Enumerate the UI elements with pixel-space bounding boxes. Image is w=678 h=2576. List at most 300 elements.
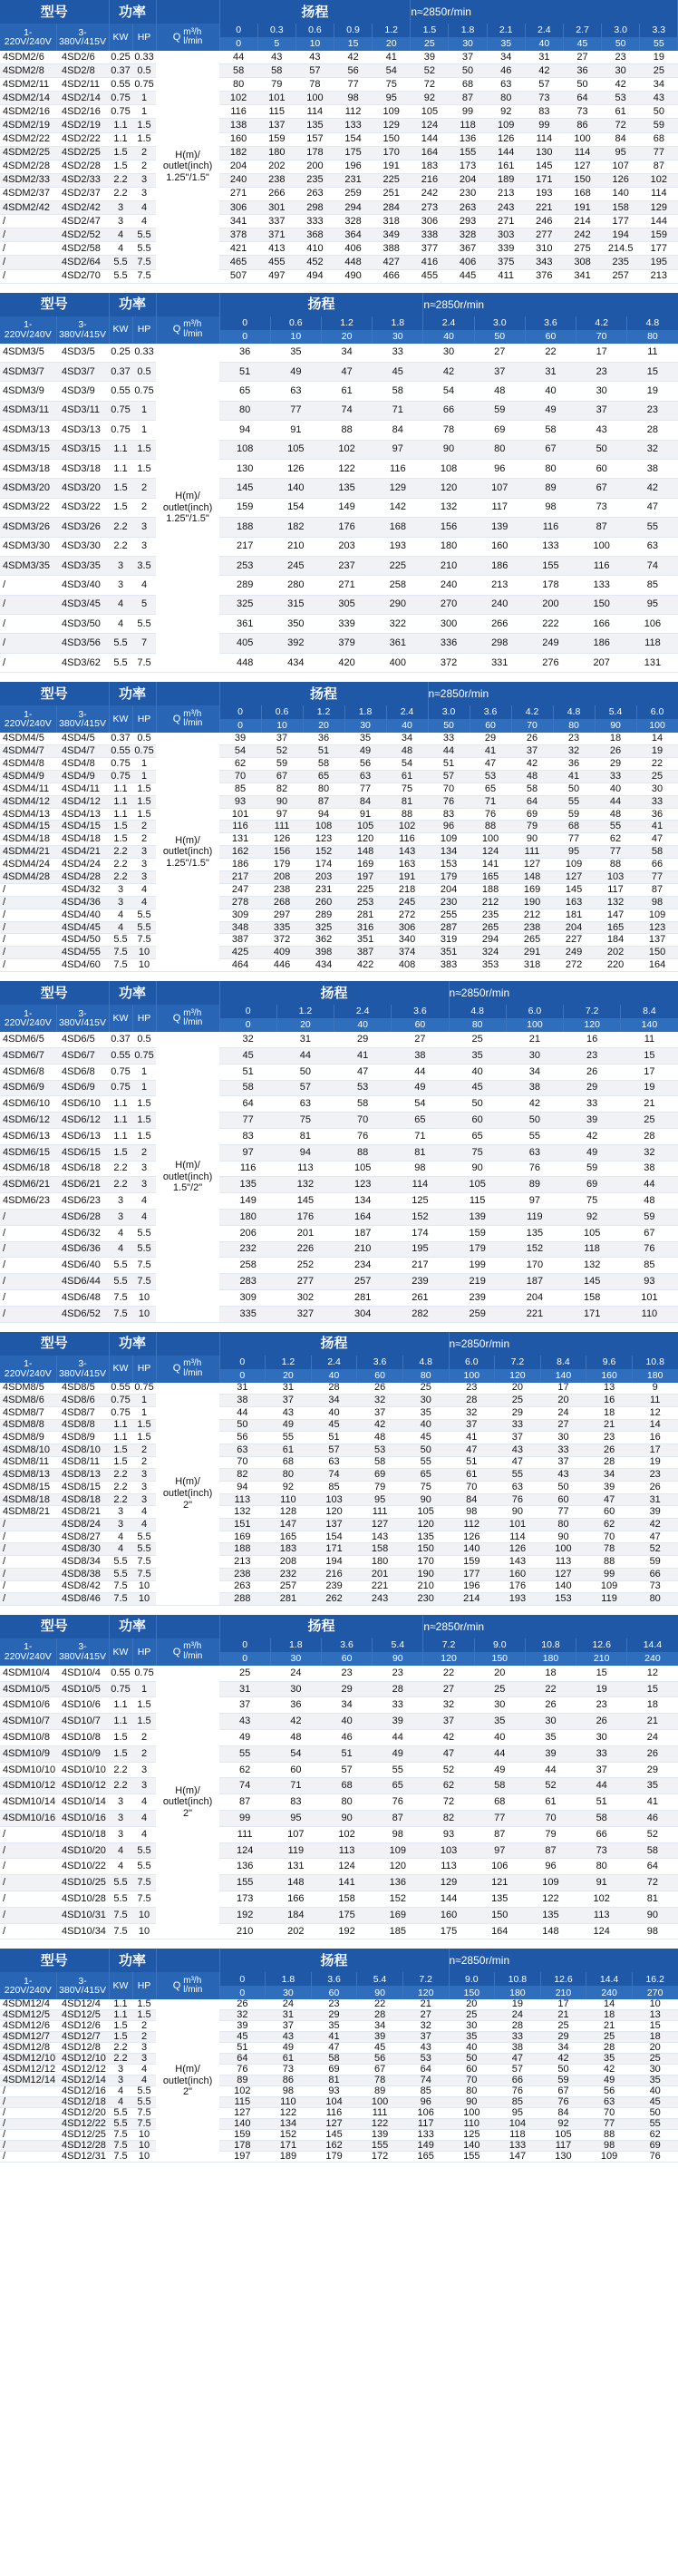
head-value: 149	[219, 1193, 276, 1210]
head-value: 202	[595, 947, 636, 959]
kw-value: 0.75	[109, 770, 132, 783]
head-value: 62	[219, 1762, 270, 1778]
head-value: 201	[276, 1225, 334, 1241]
head-value: 17	[540, 1999, 586, 2010]
table-row	[0, 921, 678, 934]
model-single-phase: 4SDM10/6	[0, 1697, 56, 1714]
head-value: 87	[219, 1794, 270, 1811]
model-single-phase: /	[0, 947, 56, 959]
head-value: 102	[219, 92, 257, 105]
q-symbol: Q	[172, 31, 181, 43]
kw-value: 1.5	[109, 146, 132, 160]
model-single-phase: 4SDM3/5	[0, 344, 56, 363]
head-value: 172	[357, 2152, 403, 2163]
head-value: 37	[423, 1714, 474, 1730]
hp-header: HP	[132, 1638, 156, 1666]
head-value: 76	[540, 2097, 586, 2108]
head-value: 225	[344, 883, 386, 896]
head-value: 29	[495, 1406, 541, 1419]
model-single-phase: 4SDM4/5	[0, 733, 56, 744]
table-row	[0, 783, 678, 795]
model-three-phase: 4SD6/52	[56, 1306, 109, 1322]
outlet-line: outlet(inch)	[162, 1171, 213, 1182]
table-row	[0, 2032, 678, 2043]
hp-value: 10	[132, 2152, 156, 2163]
head-value: 169	[511, 883, 553, 896]
head-value: 27	[392, 1032, 449, 1047]
head-value: 102	[386, 821, 428, 833]
head-value: 186	[576, 634, 627, 653]
speed-header: n≈2850r/min	[428, 682, 678, 705]
head-value: 40	[595, 783, 636, 795]
model-single-phase: 4SDM10/14	[0, 1794, 56, 1811]
table-row	[0, 1128, 678, 1144]
flow-m3h-value: 2.7	[563, 24, 601, 37]
table-row	[0, 479, 678, 498]
head-value: 29	[564, 1080, 621, 1096]
kw-value: 4	[109, 909, 132, 921]
flow-lmin-value: 90	[357, 1986, 403, 1999]
outlet-line: H(m)/	[175, 1784, 200, 1796]
head-value: 262	[311, 1593, 357, 1606]
head-value: 77	[553, 833, 595, 846]
head-value: 123	[334, 1177, 392, 1193]
head-value: 54	[392, 1096, 449, 1113]
head-value: 56	[344, 758, 386, 771]
head-value: 99	[219, 1811, 270, 1827]
head-value: 191	[373, 160, 411, 173]
table-row	[0, 1306, 678, 1322]
head-value: 42	[506, 1096, 563, 1113]
table-row	[0, 871, 678, 884]
head-value: 216	[311, 1568, 357, 1580]
table-row	[0, 1891, 678, 1908]
head-value: 37	[474, 362, 525, 381]
model-three-phase: 4SD3/5	[56, 344, 109, 363]
head-value: 28	[627, 421, 678, 440]
head-value: 185	[373, 1923, 423, 1939]
head-value: 196	[334, 160, 373, 173]
q-units	[183, 710, 202, 729]
flow-m3h-row	[0, 1972, 678, 1986]
head-value: 361	[373, 634, 423, 653]
table-row	[0, 2141, 678, 2152]
head-value: 82	[219, 1469, 266, 1482]
head-value: 291	[511, 947, 553, 959]
head-value: 86	[563, 119, 601, 132]
head-value: 103	[311, 1493, 357, 1506]
head-header: 扬程	[219, 1949, 449, 1972]
kw-value: 1.1	[109, 1419, 132, 1432]
kw-value: 1.1	[109, 119, 132, 132]
volt1-line2: 220V/240V	[4, 328, 52, 340]
hp-value: 0.75	[132, 78, 156, 92]
model-single-phase: 4SDM4/18	[0, 833, 56, 846]
head-value: 13	[632, 2010, 678, 2021]
head-value: 57	[428, 770, 470, 783]
head-value: 23	[632, 1469, 678, 1482]
volt3-line1: 3-	[78, 1641, 87, 1653]
head-value: 465	[219, 256, 257, 269]
flow-m3h-value: 0.6	[295, 24, 334, 37]
model-three-phase: 4SD12/10	[56, 2054, 109, 2065]
head-header: 扬程	[219, 1332, 449, 1356]
head-value: 135	[474, 1891, 525, 1908]
outlet-line: H(m)/	[175, 1476, 200, 1488]
head-value: 76	[428, 795, 470, 808]
model-three-phase: 4SD6/36	[56, 1241, 109, 1258]
model-single-phase: 4SDM8/18	[0, 1493, 56, 1506]
head-value: 293	[449, 215, 487, 228]
model-three-phase: 4SD8/42	[56, 1580, 109, 1593]
head-value: 246	[525, 215, 563, 228]
flow-m3h-value: 1.8	[270, 1638, 321, 1652]
table-row	[0, 51, 678, 64]
head-value: 136	[219, 1859, 270, 1875]
model-three-phase: 4SD6/32	[56, 1225, 109, 1241]
head-value: 52	[632, 1543, 678, 1556]
kw-value: 0.37	[109, 1032, 132, 1047]
head-value: 70	[428, 783, 470, 795]
hp-value: 3	[132, 1482, 156, 1494]
kw-value: 1.1	[109, 2010, 132, 2021]
head-value: 43	[219, 1714, 270, 1730]
header-spacer	[156, 0, 219, 24]
head-value: 182	[270, 518, 321, 537]
voltage-three-phase	[56, 1638, 109, 1666]
head-value: 179	[428, 871, 470, 884]
flow-m3h-value: 10.8	[525, 1638, 576, 1652]
model-single-phase: 4SDM3/22	[0, 498, 56, 517]
volt1-line1: 1-	[24, 1975, 33, 1987]
volt1-line1: 1-	[24, 708, 33, 720]
head-value: 123	[303, 833, 344, 846]
head-value: 88	[321, 421, 372, 440]
model-single-phase: 4SDM12/7	[0, 2032, 56, 2043]
head-value: 41	[553, 770, 595, 783]
head-value: 309	[219, 1289, 276, 1306]
model-three-phase: 4SD8/10	[56, 1444, 109, 1456]
model-three-phase: 4SD6/15	[56, 1144, 109, 1161]
hp-value: 4	[132, 201, 156, 215]
flow-lmin-value: 60	[470, 719, 511, 733]
head-value: 280	[270, 576, 321, 595]
kw-value: 1.1	[109, 1128, 132, 1144]
head-value: 152	[506, 1241, 563, 1258]
hp-value: 0.75	[132, 1047, 156, 1064]
flow-m3h-value: 12.6	[540, 1972, 586, 1986]
head-value: 45	[402, 1432, 449, 1444]
voltage-single-phase	[0, 1638, 56, 1666]
hp-value: 3	[132, 1469, 156, 1482]
kw-value: 2.2	[109, 187, 132, 200]
q-symbol: Q	[172, 324, 181, 335]
head-value: 21	[540, 2010, 586, 2021]
head-value: 34	[586, 1469, 633, 1482]
head-value: 132	[219, 1506, 266, 1519]
hp-value: 1	[132, 421, 156, 440]
hp-value: 1.5	[132, 1128, 156, 1144]
head-value: 165	[266, 1531, 312, 1543]
head-value: 85	[311, 1482, 357, 1494]
kw-value: 4	[109, 2086, 132, 2097]
model-single-phase: /	[0, 242, 56, 256]
head-value: 193	[495, 1593, 541, 1606]
head-value: 47	[311, 2043, 357, 2054]
volt3-line2: 380V/415V	[59, 1985, 106, 1997]
table-row	[0, 382, 678, 401]
head-value: 207	[576, 653, 627, 672]
kw-value: 5.5	[109, 1891, 132, 1908]
model-three-phase: 4SD3/30	[56, 537, 109, 556]
head-value: 58	[636, 846, 678, 859]
head-value: 169	[219, 1531, 266, 1543]
head-value: 108	[219, 440, 270, 459]
model-three-phase: 4SD2/47	[56, 215, 109, 228]
head-value: 162	[311, 2141, 357, 2152]
head-value: 73	[632, 1580, 678, 1593]
model-three-phase: 4SD6/8	[56, 1064, 109, 1080]
head-value: 75	[386, 783, 428, 795]
head-value: 392	[270, 634, 321, 653]
table-row	[0, 269, 678, 283]
head-value: 65	[303, 770, 344, 783]
head-value: 159	[219, 498, 270, 517]
head-value: 18	[627, 1697, 678, 1714]
head-value: 297	[261, 909, 303, 921]
table-row	[0, 1241, 678, 1258]
head-value: 144	[487, 146, 525, 160]
flow-lmin-value: 20	[321, 330, 372, 344]
head-value: 159	[640, 228, 678, 242]
performance-table-sd4	[0, 682, 678, 972]
model-three-phase: 4SD4/24	[56, 859, 109, 871]
head-header: 扬程	[219, 682, 428, 705]
volt3-line2: 380V/415V	[59, 36, 106, 47]
head-value: 105	[344, 821, 386, 833]
head-value: 165	[595, 921, 636, 934]
flow-unit-header	[156, 1638, 219, 1666]
head-value: 416	[411, 256, 449, 269]
head-value: 48	[621, 1193, 678, 1210]
head-value: 155	[449, 2152, 495, 2163]
head-value: 164	[474, 1923, 525, 1939]
hp-value: 7.5	[132, 1556, 156, 1569]
head-value: 239	[449, 1289, 506, 1306]
model-three-phase: 4SD12/8	[56, 2043, 109, 2054]
hp-value: 4	[132, 215, 156, 228]
head-value: 46	[321, 1730, 372, 1746]
head-value: 272	[553, 959, 595, 972]
head-value: 43	[540, 1469, 586, 1482]
kw-value: 0.75	[109, 421, 132, 440]
head-value: 64	[563, 92, 601, 105]
head-value: 162	[219, 846, 261, 859]
head-value: 80	[449, 2086, 495, 2097]
head-value: 119	[270, 1842, 321, 1859]
kw-header: KW	[109, 1972, 132, 1999]
head-value: 136	[373, 1875, 423, 1891]
head-value: 374	[386, 947, 428, 959]
head-value: 161	[487, 160, 525, 173]
table-row	[0, 833, 678, 846]
outlet-line: H(m)/	[175, 490, 200, 501]
flow-m3h-value: 0.6	[270, 316, 321, 330]
head-value: 28	[373, 1681, 423, 1697]
flow-lmin-value: 0	[219, 1369, 266, 1383]
voltage-single-phase	[0, 705, 56, 733]
head-value: 202	[257, 160, 295, 173]
head-value: 225	[373, 173, 411, 187]
head-value: 64	[511, 795, 553, 808]
head-value: 27	[402, 2010, 449, 2021]
head-value: 221	[506, 1306, 563, 1322]
volt1-line2: 220V/240V	[4, 1985, 52, 1997]
head-value: 253	[344, 896, 386, 909]
head-value: 9	[632, 1383, 678, 1395]
model-single-phase: 4SDM3/18	[0, 459, 56, 478]
head-value: 91	[270, 421, 321, 440]
table-row	[0, 2075, 678, 2086]
head-value: 61	[386, 770, 428, 783]
head-value: 22	[636, 758, 678, 771]
kw-value: 1.5	[109, 479, 132, 498]
head-value: 22	[525, 1681, 576, 1697]
kw-value: 2.2	[109, 846, 132, 859]
head-value: 63	[311, 1456, 357, 1469]
hp-header: HP	[132, 705, 156, 733]
head-value: 170	[506, 1258, 563, 1274]
section-gap	[0, 1939, 678, 1949]
kw-value: 5.5	[109, 634, 132, 653]
table-row	[0, 1469, 678, 1482]
head-value: 44	[474, 1745, 525, 1762]
head-value: 231	[303, 883, 344, 896]
power-header: 功率	[109, 1332, 156, 1356]
head-value: 105	[564, 1225, 621, 1241]
head-value: 422	[344, 959, 386, 972]
head-value: 61	[266, 1444, 312, 1456]
head-value: 266	[474, 615, 525, 634]
voltage-three-phase	[56, 1356, 109, 1383]
head-value: 140	[219, 2119, 266, 2130]
head-value: 95	[357, 1493, 403, 1506]
head-value: 145	[276, 1193, 334, 1210]
head-value: 184	[595, 934, 636, 947]
model-single-phase: 4SDM2/19	[0, 119, 56, 132]
head-value: 71	[470, 795, 511, 808]
head-value: 74	[219, 1778, 270, 1794]
kw-value: 7.5	[109, 947, 132, 959]
kw-value: 2.2	[109, 2043, 132, 2054]
volt3-line1: 3-	[78, 1358, 87, 1369]
head-value: 78	[357, 2075, 403, 2086]
head-value: 37	[511, 745, 553, 758]
head-value: 105	[449, 1177, 506, 1193]
volt3-line2: 380V/415V	[59, 718, 106, 730]
hp-value: 2	[132, 1444, 156, 1456]
flow-m3h-value: 6.0	[449, 1356, 495, 1369]
outlet-label	[156, 1999, 219, 2163]
outlet-line: 1.5"/2"	[172, 1182, 203, 1194]
model-single-phase: 4SDM8/5	[0, 1383, 56, 1395]
table-row	[0, 160, 678, 173]
hp-value: 7.5	[132, 1258, 156, 1274]
head-value: 243	[487, 201, 525, 215]
model-single-phase: 4SDM12/8	[0, 2043, 56, 2054]
head-value: 129	[423, 1875, 474, 1891]
head-value: 32	[423, 1697, 474, 1714]
head-value: 96	[474, 459, 525, 478]
model-single-phase: 4SDM2/37	[0, 187, 56, 200]
head-value: 325	[219, 595, 270, 614]
head-value: 259	[449, 1306, 506, 1322]
head-value: 41	[311, 2032, 357, 2043]
head-value: 189	[487, 173, 525, 187]
head-value: 24	[540, 1406, 586, 1419]
head-value: 58	[334, 1096, 392, 1113]
head-value: 100	[540, 1543, 586, 1556]
model-three-phase: 4SD10/9	[56, 1745, 109, 1762]
kw-value: 3	[109, 883, 132, 896]
table-row	[0, 859, 678, 871]
head-value: 73	[576, 498, 627, 517]
head-value: 271	[487, 215, 525, 228]
head-value: 62	[586, 1519, 633, 1531]
model-single-phase: /	[0, 1306, 56, 1322]
head-value: 28	[311, 1383, 357, 1395]
head-value: 235	[295, 173, 334, 187]
head-value: 115	[219, 2097, 266, 2108]
head-value: 72	[627, 1875, 678, 1891]
flow-m3h-row	[0, 316, 678, 330]
head-value: 59	[632, 1556, 678, 1569]
head-value: 183	[266, 1543, 312, 1556]
head-value: 40	[449, 1064, 506, 1080]
head-value: 349	[373, 228, 411, 242]
model-three-phase: 4SD8/27	[56, 1531, 109, 1543]
head-value: 40	[525, 382, 576, 401]
kw-value: 7.5	[109, 959, 132, 972]
head-value: 103	[423, 1842, 474, 1859]
head-value: 32	[402, 2021, 449, 2032]
model-three-phase: 4SD8/6	[56, 1395, 109, 1407]
flow-lmin-value: 80	[553, 719, 595, 733]
head-value: 34	[487, 51, 525, 64]
head-value: 52	[525, 1778, 576, 1794]
head-value: 47	[627, 498, 678, 517]
head-value: 70	[219, 1456, 266, 1469]
kw-value: 5.5	[109, 653, 132, 672]
head-value: 316	[344, 921, 386, 934]
hp-value: 5.5	[132, 1225, 156, 1241]
head-value: 174	[392, 1225, 449, 1241]
hp-value: 3	[132, 2054, 156, 2065]
head-value: 74	[402, 2075, 449, 2086]
head-value: 68	[474, 1794, 525, 1811]
model-three-phase: 4SD8/5	[56, 1383, 109, 1395]
head-value: 183	[411, 160, 449, 173]
volt1-line1: 1-	[24, 1007, 33, 1019]
hp-value: 7.5	[132, 1891, 156, 1908]
outlet-line: outlet(inch)	[162, 1796, 213, 1808]
kw-value: 7.5	[109, 1289, 132, 1306]
head-value: 210	[270, 537, 321, 556]
head-value: 68	[553, 821, 595, 833]
head-value: 446	[261, 959, 303, 972]
head-value: 113	[321, 1842, 372, 1859]
head-value: 240	[423, 576, 474, 595]
